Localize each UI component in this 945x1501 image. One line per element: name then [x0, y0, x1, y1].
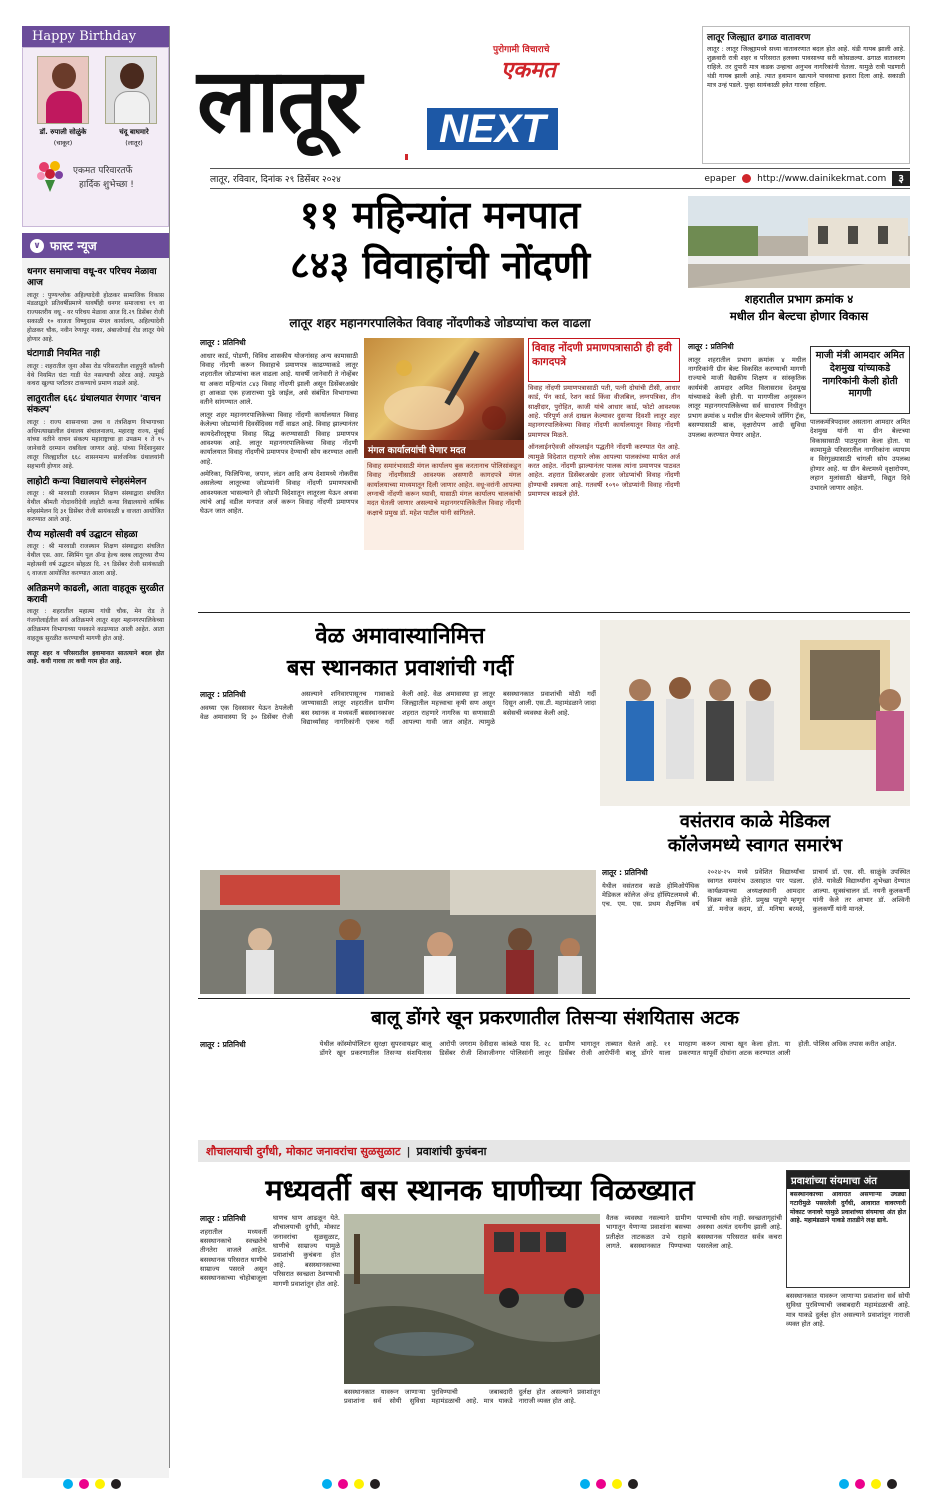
dateline-bar — [210, 168, 910, 189]
byline: लातूर : प्रतिनिधी — [688, 342, 734, 351]
docs-title: विवाह नोंदणी प्रमाणपत्रासाठी ही हवी कागदपत्रे — [532, 342, 672, 368]
news-title: धनगर समाजाचा वधू-वर परिचय मेळावा आज — [27, 267, 157, 289]
bus-filth-headline: मध्यवर्ती बस स्थानक घाणीच्या विळख्यात — [265, 1173, 695, 1207]
brand-logo: एकमत — [501, 58, 556, 83]
weather-text: लातूर : लातूर जिल्ह्यामध्ये सध्या वातावरणात बदल होत आहे. थंडी गायब झाली आहे. शुक्रवारी रात्री शहर व परिसरात हलक्या पावसाच्या सरी कोसळल्या. ढगाळ वातावरण राहिले. तर दुपारी मात्र कडक उन्हाचा अनुभव नागरिकांनी घेतला. यामुळे रात्री पडणारी थंडी गायब झाली आहे. त्यात हवामान खात्याने पावसाचा इशारा दिला आहे. सकाळी मात्र उन्हं पडले. पुन्हा सायंकाळी हवेत गारवा राहिला. — [707, 45, 905, 90]
news-title: अतिक्रमणे काढली, आता वाहतूक सुरळीत करावी — [27, 583, 164, 606]
news-closing: लातूर शहर व परिसरातील हवामानात सातत्याने बदल होत आहे. कधी गारवा तर कधी गरम होत आहे. — [27, 649, 164, 666]
kicker-separator: | — [406, 1144, 411, 1158]
list-item — [27, 477, 164, 526]
bus-crowd-headline-1: वेळ अमावास्यानिमित्त — [315, 624, 485, 649]
fast-news-label: फास्ट न्यूज — [50, 239, 97, 253]
cmyk-icon — [577, 1474, 641, 1490]
byline: लातूर : प्रतिनिधी — [200, 690, 246, 699]
next-logo: NEXT — [427, 108, 558, 150]
docs-text — [528, 384, 680, 584]
news-text: लातूर : शहरातील महात्मा गांधी चौक, मेन रोड ते गंजगोलाईतील सर्व अतिक्रमणे लातूर शहर महानगरपालिकेच्या अतिक्रमण विभागाच्या पथकाने काढण्यात आली आहेत. आता वाहतूक सुरळीत करण्याची मागणी होत आहे. — [27, 608, 164, 642]
bus-crowd-text — [200, 690, 596, 866]
article-paragraph: येथील कॉस्मोपॉलिटन सुरक्षा सुपरवायझर बालू डोंगरे खून प्रकरणातील तिसऱ्या संशयितास आरोपी जगराम देवीदास कांबळे यास दि. २८ डिसेंबर रोजी शिवाजीनगर पोलिसांनी लातूर ग्रामीण भागातून ताब्यात घेतले आहे. ११ डिसेंबर रोजी आरोपींनी बालू डोंगरे याला मारहाण करून त्याचा खून केला होता. या प्रकरणात यापूर्वी दोघांना अटक करण्यात आली होती. पोलिस अधिक तपास करीत आहेत. — [319, 1040, 897, 1058]
article-paragraph: अवघ्या एक दिवसावर येऊन ठेपलेली वेळ अमावास्या दि ३० डिसेंबर रोजी असल्याने शनिवारपासूनच गावाकडे जाण्यासाठी लातूर शहरातील ग्रामीण बस स्थानक व मध्यवर्ती बसस्थानकावर विद्यार्थ्यांसह नागरिकांनी एकच गर्दी केली आहे. वेळ अमावास्या हा लातूर जिल्ह्यातील महत्त्वाचा कृषी सण असून शहरात राहणारे नागरिक या सणासाठी आपल्या गावी जात आहेत. त्यामुळे बसस्थानकात प्रवाशांची मोठी गर्दी दिसून आली. एस.टी. महामंडळाने जादा बसेसची व्यवस्था केली आहे. — [200, 690, 596, 727]
person2-name: चंदू बाघमारे — [119, 128, 149, 136]
person1-place: (चाकूर) — [53, 139, 73, 147]
greenbelt-col-1 — [688, 342, 806, 604]
box-text: बसस्थानकाच्या आवारात असणाऱ्या उघड्या गटारीमुळे पसरलेली दुर्गंधी, आवारात वावरणारी मोकाट जनावरे यामुळे प्रवाशांच्या संयमाचा अंत होत आहे. महामंडळाने याकडे तातडीने लक्ष द्यावे. — [790, 1191, 906, 1225]
article-paragraph: लातूर शहरातील प्रभाग क्रमांक ४ मधील नागरिकांनी ग्रीन बेल्ट विकसित करण्याची मागणी राज्याचे माजी वैद्यकीय शिक्षण व सांस्कृतिक कार्यमंत्री आमदार अमित विलासराव देशमुख यांच्याकडे केली होती. या मागणीला अनुसरून लातूर महानगरपालिकेच्या सर्व साधारण निधीतून प्रभाग क्रमांक ४ मधील ग्रीन बेल्टमध्ये जॉगिंग ट्रॅक, बसण्यासाठी बाक, वृक्षारोपण आदी सुविधा उपलब्ध करण्यात येणार आहेत. — [688, 355, 806, 439]
byline: लातूर : प्रतिनिधी — [602, 868, 648, 877]
article-paragraph: अमेरिका, फिलिपिन्स, जपान, लंडन आदि अन्य देशामध्ये नोकरीस असलेल्या लातूरच्या जोडप्यांनी विवाह नोंदणी प्रमाणपत्राची आवश्यकता भासल्याने ही जोडपी विदेशातून लातूरला येऊन अथवा त्यांचे आई वडील मनपात अर्ज करून विवाह नोंदणी प्रमाणपत्र घेऊन जात आहेत. — [200, 469, 358, 516]
greenbelt-headline-1: शहरातील प्रभाग क्रमांक ४ — [744, 292, 854, 306]
list-item — [27, 394, 164, 471]
bus-filth-col-1 — [200, 1214, 340, 1452]
wedding-photo — [364, 338, 524, 440]
crime-headline: बालू डोंगरे खून प्रकरणातील तिसऱ्या संशयितास अटक — [371, 1007, 739, 1029]
greenbelt-photo — [688, 196, 910, 288]
box-text: विवाह समारंभासाठी मंगल कार्यालय बुक करतानाच पोलिसांकडून विवाह नोंदणीसाठी आवश्यक असणारी कागदपत्रे मंगल कार्यालयाच्या माध्यमातून दिली जाणार आहेत. वधू-वरांनी आपल्या लग्नाची नोंदणी करून घ्यावी, यासाठी मंगल कार्यालय चालकांची मदत घेतली जाणार असल्याचे महानगरपालिकेतील विवाह नोंदणी कक्षाचे प्रमुख डॉ. महेश पाटील यांनी सांगितले. — [364, 460, 524, 550]
left-sidebar — [22, 26, 170, 1468]
list-item — [27, 530, 164, 579]
birthday-heading: Happy Birthday — [22, 26, 169, 47]
article-paragraph: ऑनलाईनऐवजी ऑफलाईन पद्धतीने नोंदणी करण्यात येत आहे. त्यामुळे विदेशात राहणारे लोक आपल्या पालकांच्या मार्फत अर्ज करत आहेत. नोंदणी झाल्यानंतर पालक त्यांना प्रमाणपत्र पाठवत आहेत. शहरात डिसेंबरअखेर हजार जोडप्यांची विवाह नोंदणी होण्याची शक्यता आहे. गतवर्षी १०९० जोडप्यांनी विवाह नोंदणी प्रमाणपत्र काढले होते. — [528, 443, 680, 498]
news-text: लातूर : श्री मारवाडी राजस्थान शिक्षण संस्थाद्वारा संचलित येथील एस. आर. स्विमिंग पूल ॲन्ड हेल्थ क्लब लातूरच्या रौप्य महोत्सवी वर्ष उद्घाटन सोहळा दि. २९ डिसेंबर रोजी सायंकाळी ६ वाजता आयोजित करण्यात आला आहे. — [27, 543, 164, 577]
kicker-2: प्रवाशांची कुचंबना — [416, 1144, 487, 1158]
weather-heading: लातूर जिल्ह्यात ढगाळ वातावरण — [707, 33, 811, 43]
article-paragraph: लातूर शहर महानगरपालिकेच्या विवाह नोंदणी कार्यालयात विवाह केलेल्या जोडप्यांनी दिवसेंदिवस गर्दी वाढत आहे. विवाह झाल्यानंतर कायदेशीरदृष्ट्या विवाह सिद्ध करण्यासाठी विवाह प्रमाणपत्र आवश्यक आहे. लातूर महानगरपालिकेच्या विवाह नोंदणी कार्यालयात विवाह नोंदणीचे प्रमाणपत्र देण्याची सोय करण्यात आली आहे. — [200, 410, 358, 466]
news-title: रौप्य महोत्सवी वर्ष उद्घाटन सोहळा — [27, 530, 138, 541]
kicker: शौचालयाची दुर्गंधी, मोकाट जनावरांचा सुळसुळाट — [206, 1144, 401, 1158]
bus-crowd-photo — [200, 870, 596, 994]
medical-headline-2: कॉलेजमध्ये स्वागत समारंभ — [667, 835, 843, 857]
bus-filth-col-4: बसस्थानकात यावरून जाणाऱ्या प्रवाशांना सर्व सोयी सुविधा पुरविण्याची जबाबदारी महामंडळाची आहे. मात्र याकडे दुर्लक्ष होत असल्याने प्रवाशांतून नाराजी व्यक्त होत आहे. — [786, 1292, 910, 1329]
greenbelt-headline-2: मधील ग्रीन बेल्टचा होणार विकास — [729, 309, 869, 323]
article-paragraph: विवाह नोंदणी प्रमाणपत्रासाठी पती, पत्नी दोघांची टीसी, आधार कार्ड, पॅन कार्ड, रेशन कार्ड किंवा वीजबिल, लग्नपत्रिका, तीन साक्षीदार, पुरोहित, काजी यांचे आधार कार्ड, फोटो आवश्यक आहे. परिपूर्ण अर्ज दाखल केल्यावर दुसऱ्या दिवशी लातूर शहर महानगरपालिकेच्या विवाह नोंदणी कार्यालयातून विवाह नोंदणी प्रमाणपत्र मिळते. — [528, 384, 680, 439]
news-text: लातूर : श्री मारवाडी राजस्थान शिक्षण संस्थाद्वारा संचलित येथील श्रीमती गोदावरीदेवी लाहोटी कन्या विद्यालयाचे वार्षिक स्नेहसंमेलन दि ३१ डिसेंबर रोजी सायंकाळी ४ वाजता आयोजित करण्यात आले आहे. — [27, 489, 164, 524]
epaper-label: epaper — [704, 173, 737, 184]
news-title: लातुरातील ६६८ ग्रंथालयात रंगणार 'वाचन संकल्प' — [27, 394, 161, 416]
chevron-down-icon: ∨ — [30, 239, 44, 253]
avatar — [37, 56, 89, 124]
medical-headline-box — [600, 810, 910, 866]
weather-box — [702, 26, 910, 164]
fast-news-list — [22, 258, 169, 1478]
medical-photo — [600, 620, 910, 806]
divider — [198, 998, 910, 999]
page-number: ३ — [892, 171, 910, 186]
greenbelt-col-2: पालकमंत्रिपदावर असताना आमदार अमित देशमुख यांनी या ग्रीन बेल्टच्या विकासासाठी पाठपुरावा केला होता. या कामामुळे परिसरातील नागरिकांना व्यायाम व विरंगुळ्यासाठी चांगली सोय उपलब्ध होणार आहे. या ग्रीन बेल्टमध्ये वृक्षारोपण, लहान मुलांसाठी खेळणी, विद्युत दिवे उभारले जाणार आहेत. — [810, 418, 910, 492]
byline: लातूर : प्रतिनिधी — [200, 338, 246, 347]
greeting-line1: एकमत परिवारतर्फे — [73, 166, 133, 176]
dateline: लातूर, रविवार, दिनांक २९ डिसेंबर २०२४ — [210, 175, 341, 185]
birthday-box — [22, 47, 169, 227]
greeting-line2: हार्दिक शुभेच्छा ! — [79, 180, 134, 190]
box-title: प्रवाशांच्या संयमाचा अंत — [787, 1171, 909, 1189]
lead-headline-1: ११ महिन्यांत मनपात — [299, 193, 581, 237]
kicker-bar — [198, 1140, 910, 1162]
byline: लातूर : प्रतिनिधी — [200, 1214, 246, 1223]
masthead — [195, 26, 700, 186]
cmyk-icon — [60, 1474, 124, 1490]
bus-filth-col-2: बसस्थानकात यावरून जाणाऱ्या प्रवाशांना सर्व सोयी सुविधा पुरविण्याची जबाबदारी महामंडळाची आहे. मात्र याकडे दुर्लक्ष होत असल्याने प्रवाशांतून नाराजी व्यक्त होत आहे. — [344, 1388, 600, 1406]
greenbelt-box: माजी मंत्री आमदार अमित देशमुख यांच्याकडे नागरिकांनी केली होती मागणी — [810, 346, 910, 414]
divider — [198, 612, 910, 613]
site-url[interactable]: http://www.dainikekmat.com — [757, 173, 887, 184]
bus-filth-photo — [344, 1214, 600, 1384]
news-text: लातूर : शहरातील जुना औसा रोड परिसरातील शाहुपुरी कॉलनी येथे नियमित घंटा गाडी येत नसल्याची ओरड आहे. त्यामुळे कचरा खुल्या प्लॉटवर टाकण्याचे प्रमाण वाढले आहे. — [27, 362, 164, 388]
lead-subheadline: लातूर शहर महानगरपालिकेत विवाह नोंदणीकडे जोडप्यांचा कल वाढला — [289, 316, 591, 330]
box-title: मंगल कार्यालयांची घेणार मदत — [364, 440, 524, 458]
docs-box-heading — [528, 338, 680, 382]
lead-headline-2: ८४३ विवाहांची नोंदणी — [289, 243, 591, 287]
list-item — [27, 584, 164, 644]
brand-tagline: पुरोगामी विचाराचे — [493, 45, 550, 55]
globe-icon — [742, 174, 751, 183]
bus-filth-box — [786, 1170, 910, 1288]
person1-name: डॉ. रुपाली सोळुंके — [39, 128, 87, 136]
bus-crowd-headline-2: बस स्थानकात प्रवाशांची गर्दी — [286, 656, 514, 681]
medical-headline-1: वसंतराव काळे मेडिकल — [679, 811, 831, 832]
news-title: लाहोटी कन्या विद्यालयाचे स्नेहसंमेलन — [27, 476, 147, 487]
list-item — [27, 267, 164, 344]
masthead-title: लातूर — [197, 48, 360, 152]
cmyk-icon — [319, 1474, 383, 1490]
person2-place: (लातूर) — [125, 139, 143, 147]
news-text: लातूर : पुण्यश्लोक अहिल्यादेवी होळकर सामाजिक विकास मंडळाद्वारे प्रतिवर्षीप्रमाणे यावर्षीही धनगर समाजाचा १९ वा राज्यस्तरीय वधू - वर परिचय मेळावा आज दि.२९ डिसेंबर रोजी सकाळी १० वाजता विष्णुदास मंगल कार्यालय, अहिल्यादेवी होळकर चौक, नवीन रेणापूर नाका, अंबाजोगाई रोड लातूर येथे होणार आहे. — [27, 291, 164, 343]
cmyk-icon — [836, 1474, 900, 1490]
registration-marks — [60, 1474, 900, 1490]
medical-text — [602, 868, 910, 992]
byline: लातूर : प्रतिनिधी — [200, 1040, 246, 1049]
article-paragraph: येथील वसंतराव काळे होमिओपॅथिक मेडिकल कॉलेज ॲन्ड हॉस्पिटलमध्ये बी. एच. एम. एस. प्रथम शैक्षणिक वर्ष २०२४-२५ मध्ये प्रवेशित विद्यार्थ्यांचा स्वागत समारंभ उत्साहात पार पडला. कार्यक्रमाच्या अध्यक्षस्थानी आमदार विक्रम काळे होते. प्रमुख पाहुणे म्हणून डॉ. मनोज कदम, डॉ. मनिषा बरमदे, प्राचार्य डॉ. एस. सी. साळुंके उपस्थित होते. यावेळी विद्यार्थ्यांना शुभेच्छा देण्यात आल्या. सूत्रसंचालन डॉ. नयनी कुलकर्णी यांनी केले तर आभार डॉ. अश्विनी कुलकर्णी यांनी मानले. — [602, 868, 910, 914]
news-title: घंटागाडी नियमित नाही — [27, 349, 100, 360]
list-item — [27, 349, 164, 389]
fast-news-heading — [22, 233, 169, 258]
article-paragraph: आधार कार्ड, पोडणी, विविध शासकीय योजनांसह अन्य कामासाठी विवाह नोंदणी करून विवाहाचे प्रमाणपत्र काढण्याकडे लातूर शहरातील जोडप्यांचा कल वाढला आहे. यावर्षी जानेवारी ते नोव्हेंबर या अकरा महिन्यांत ८४३ विवाह नोंदणी झाली असून डिसेंबरअखेर हा आकडा एक हजाराच्या पुढे जाईल, असे संबंधित विभागाच्या वतीने सांगण्यात आले. — [200, 351, 358, 407]
news-text: लातूर : राज्य शासनाच्या उच्च व तंत्रशिक्षण विभागाच्या अधिपत्याखालील ग्रंथालय संचालनालय, महाराष्ट्र राज्य, मुंबई यांच्या वतीने वाचन संकल्प महाराष्ट्राचा हा उपक्रम १ ते १५ जानेवारी दरम्यान राबविला जाणार आहे. यांच्या निर्देशानुसार लातूर जिल्ह्यातील ६६८ शासनमान्य सार्वजनिक ग्रंथालयांनी सहभागी होणार आहे. — [27, 418, 164, 470]
article-paragraph: शहरातील मध्यवर्ती बसस्थानकाचे स्वच्छतेचे तीनतेरा वाजले आहेत. बसस्थानक परिसरात घाणीचे साम्राज्य पसरले असून बसस्थानकाच्या चोहोबाजूला घाणच घाण आढळून येते. शौचालयाची दुर्गंधी, मोकाट जनावरांचा सुळसुळाट, घाणीचे साम्राज्य यामुळे प्रवाशांची कुचंबना होत आहे. बसस्थानकाच्या परिसरात स्वच्छता ठेवण्याची मागणी प्रवाशांतून होत आहे. — [200, 1214, 340, 1288]
bus-filth-col-3: वैतक व्यवस्था नसल्याने ग्रामीण भागातून येणाऱ्या प्रवाशांना बसच्या प्रतीक्षेत ताटकळत उभे राहावे लागते. बसस्थानकात पिण्याच्या पाण्याची सोय नाही. स्वच्छतागृहांची अवस्था अत्यंत दयनीय झाली आहे. बसस्थानक परिसरात सर्वत्र कचरा पसरलेला आहे. — [606, 1214, 782, 1251]
avatar — [105, 56, 157, 124]
flower-bouquet-icon — [35, 158, 65, 194]
crime-text — [200, 1040, 910, 1138]
